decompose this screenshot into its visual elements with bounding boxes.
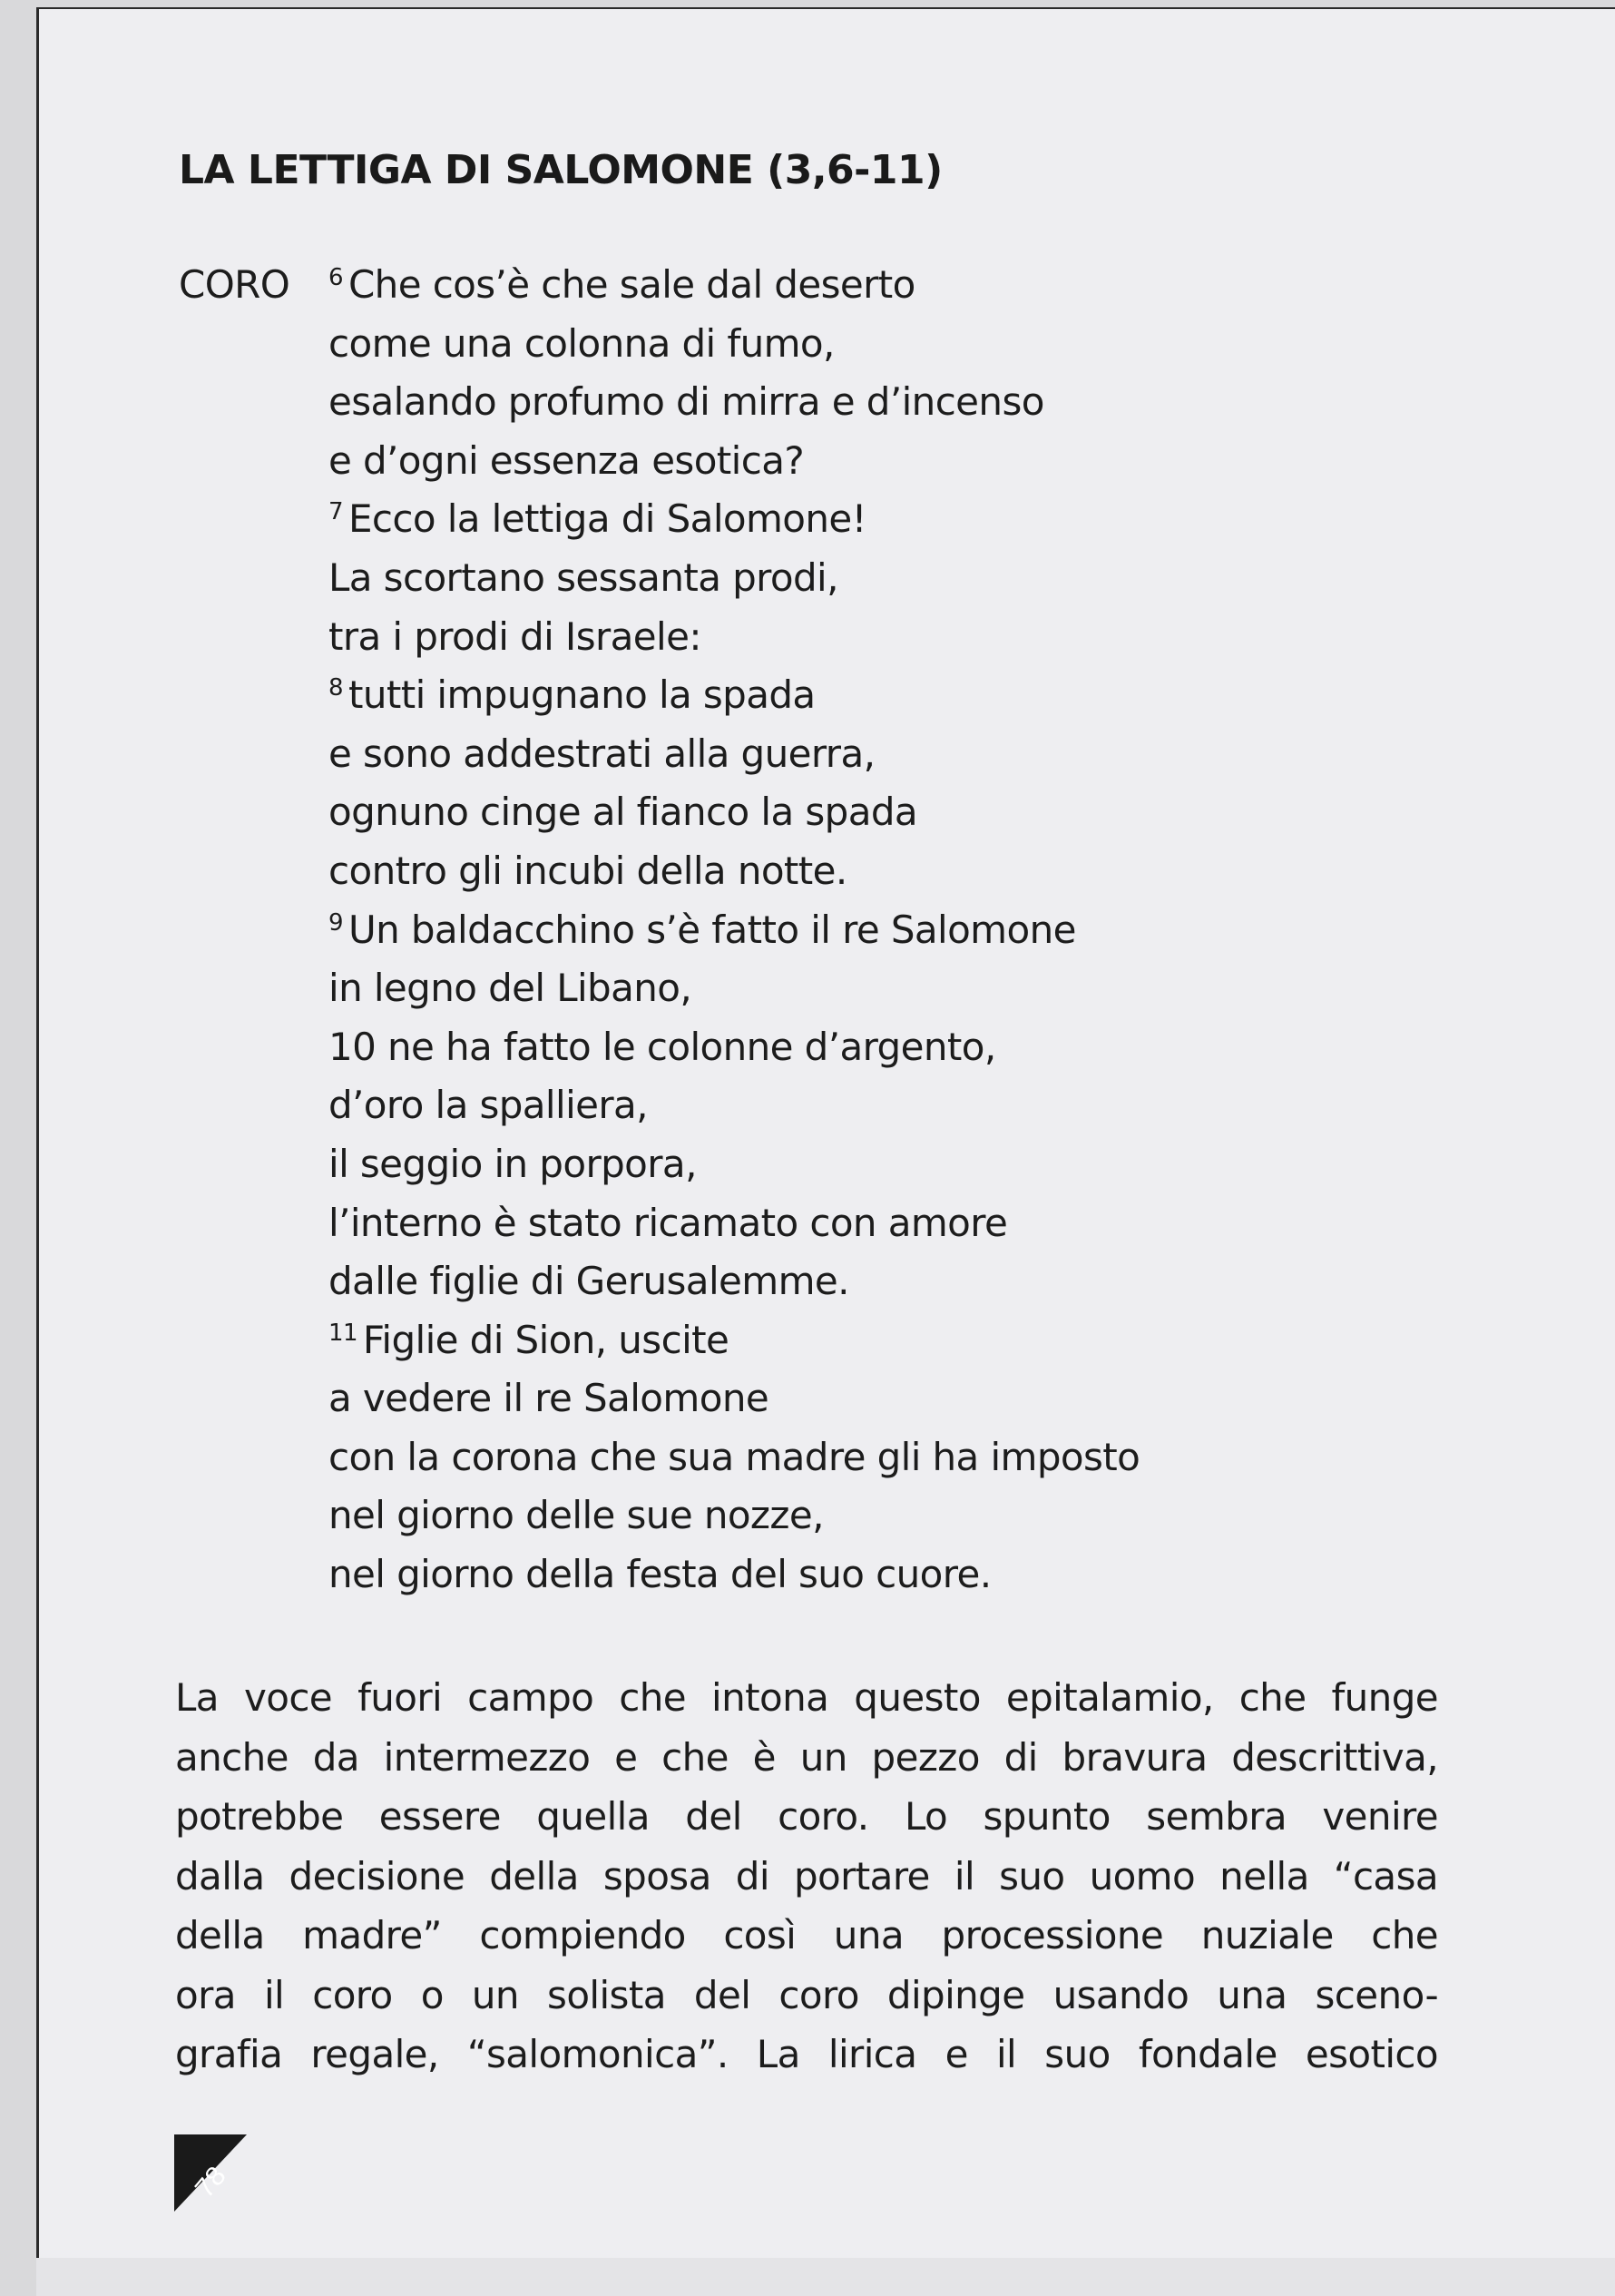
poem-line xyxy=(179,373,1449,432)
verse-line-text: il seggio in porpora, xyxy=(328,1141,697,1186)
verse-text xyxy=(328,490,866,549)
verse-text xyxy=(328,432,804,491)
verse-text xyxy=(328,1135,697,1194)
verse-text xyxy=(328,783,917,842)
verse-text xyxy=(328,1311,729,1370)
verse-line-text: 10 ne ha fatto le colonne d’argento, xyxy=(328,1024,996,1069)
verse-number: 11 xyxy=(328,1319,357,1347)
verse-line-text: come una colonna di fumo, xyxy=(328,320,835,366)
page-number: 78 xyxy=(189,2161,232,2204)
verse-line-text: d’oro la spalliera, xyxy=(328,1083,648,1128)
verse-line-text: Ecco la lettiga di Salomone! xyxy=(347,496,866,542)
verse-text xyxy=(328,1076,648,1135)
paragraph-line: della madre” compiendo così una processione nuziale che xyxy=(175,1913,1438,1957)
poem-line xyxy=(179,666,1449,725)
poem-line xyxy=(179,783,1449,842)
poem-line xyxy=(179,608,1449,667)
commentary-paragraph xyxy=(175,1668,1438,2085)
poem-line xyxy=(179,1487,1449,1545)
paragraph-line: dalla decisione della sposa di portare il suo uomo nella “casa xyxy=(175,1853,1438,1899)
poem-line xyxy=(179,1428,1449,1487)
verse-text xyxy=(328,959,691,1018)
verse-line-text: La scortano sessanta prodi, xyxy=(328,554,838,600)
verse-text xyxy=(328,373,1044,432)
verse-text xyxy=(328,608,701,667)
paragraph-line: potrebbe essere quella del coro. Lo spunto sembra venire xyxy=(175,1794,1438,1839)
verse-text xyxy=(328,1545,992,1604)
poem-line xyxy=(179,959,1449,1018)
poem-line xyxy=(179,842,1449,901)
poem-line xyxy=(179,256,1449,315)
poem-line xyxy=(179,490,1449,549)
verse-line-text: a vedere il re Salomone xyxy=(328,1376,769,1421)
verse-line-text: contro gli incubi della notte. xyxy=(328,848,847,893)
poem-line xyxy=(179,725,1449,784)
verse-line-text: Figlie di Sion, uscite xyxy=(362,1317,729,1362)
verse-line-text: nel giorno della festa del suo cuore. xyxy=(328,1552,992,1597)
verse-text xyxy=(328,725,875,784)
paragraph-line: grafia regale, “salomonica”. La lirica e il suo fondale esotico xyxy=(175,2032,1438,2076)
poem-line xyxy=(179,1311,1449,1370)
verse-text xyxy=(328,842,847,901)
verse-text xyxy=(328,256,915,315)
verse-line-text: in legno del Libano, xyxy=(328,966,692,1011)
paragraph-line: anche da intermezzo e che è un pezzo di bravura descrittiva, xyxy=(175,1734,1438,1780)
poem-line xyxy=(179,1194,1449,1253)
verse-text xyxy=(328,666,816,725)
verse-line-text: dalle figlie di Gerusalemme. xyxy=(328,1259,849,1304)
poem-line xyxy=(179,1545,1449,1604)
poem-line xyxy=(179,1135,1449,1194)
verse-line-text: e sono addestrati alla guerra, xyxy=(328,731,876,776)
poem-line xyxy=(179,1076,1449,1135)
poem-block xyxy=(179,256,1449,1604)
page-bottom-margin xyxy=(36,2258,1615,2296)
verse-text xyxy=(328,1369,768,1428)
paragraph-line: ora il coro o un solista del coro dipinge usando una sceno- xyxy=(175,1972,1438,2017)
speaker-label: CORO xyxy=(179,262,290,307)
verse-text xyxy=(328,1252,849,1311)
verse-line-text: tra i prodi di Israele: xyxy=(328,613,701,659)
verse-line-text: tutti impugnano la spada xyxy=(347,672,816,718)
poem-line xyxy=(179,901,1449,960)
poem-line xyxy=(179,1369,1449,1428)
verse-line-text: Un baldacchino s’è fatto il re Salomone xyxy=(347,907,1076,952)
poem-line xyxy=(179,1252,1449,1311)
verse-text xyxy=(328,549,838,608)
verse-line-text: e d’ogni essenza esotica? xyxy=(328,437,805,483)
verse-text xyxy=(328,1018,996,1077)
verse-number: 7 xyxy=(328,498,343,526)
poem-line xyxy=(179,1018,1449,1077)
verse-number: 6 xyxy=(328,264,343,291)
poem-line xyxy=(179,315,1449,374)
verse-line-text: ognuno cinge al fianco la spada xyxy=(328,790,918,835)
paragraph-line: La voce fuori campo che intona questo epitalamio, che funge xyxy=(175,1675,1438,1720)
verse-number: 9 xyxy=(328,908,343,937)
verse-number: 8 xyxy=(328,674,343,702)
verse-line-text: nel giorno delle sue nozze, xyxy=(328,1493,824,1538)
verse-text xyxy=(328,901,1076,960)
verse-text xyxy=(328,1428,1140,1487)
verse-line-text: esalando profumo di mirra e d’incenso xyxy=(328,379,1044,425)
section-heading: LA LETTIGA DI SALOMONE (3,6-11) xyxy=(179,147,943,193)
verse-text xyxy=(328,1487,824,1545)
verse-text xyxy=(328,315,835,374)
verse-line-text: Che cos’è che sale dal deserto xyxy=(347,262,915,307)
verse-text xyxy=(328,1194,1007,1253)
verse-line-text: l’interno è stato ricamato con amore xyxy=(328,1200,1008,1245)
poem-line xyxy=(179,432,1449,491)
poem-line xyxy=(179,549,1449,608)
verse-line-text: con la corona che sua madre gli ha imposto xyxy=(328,1434,1140,1479)
